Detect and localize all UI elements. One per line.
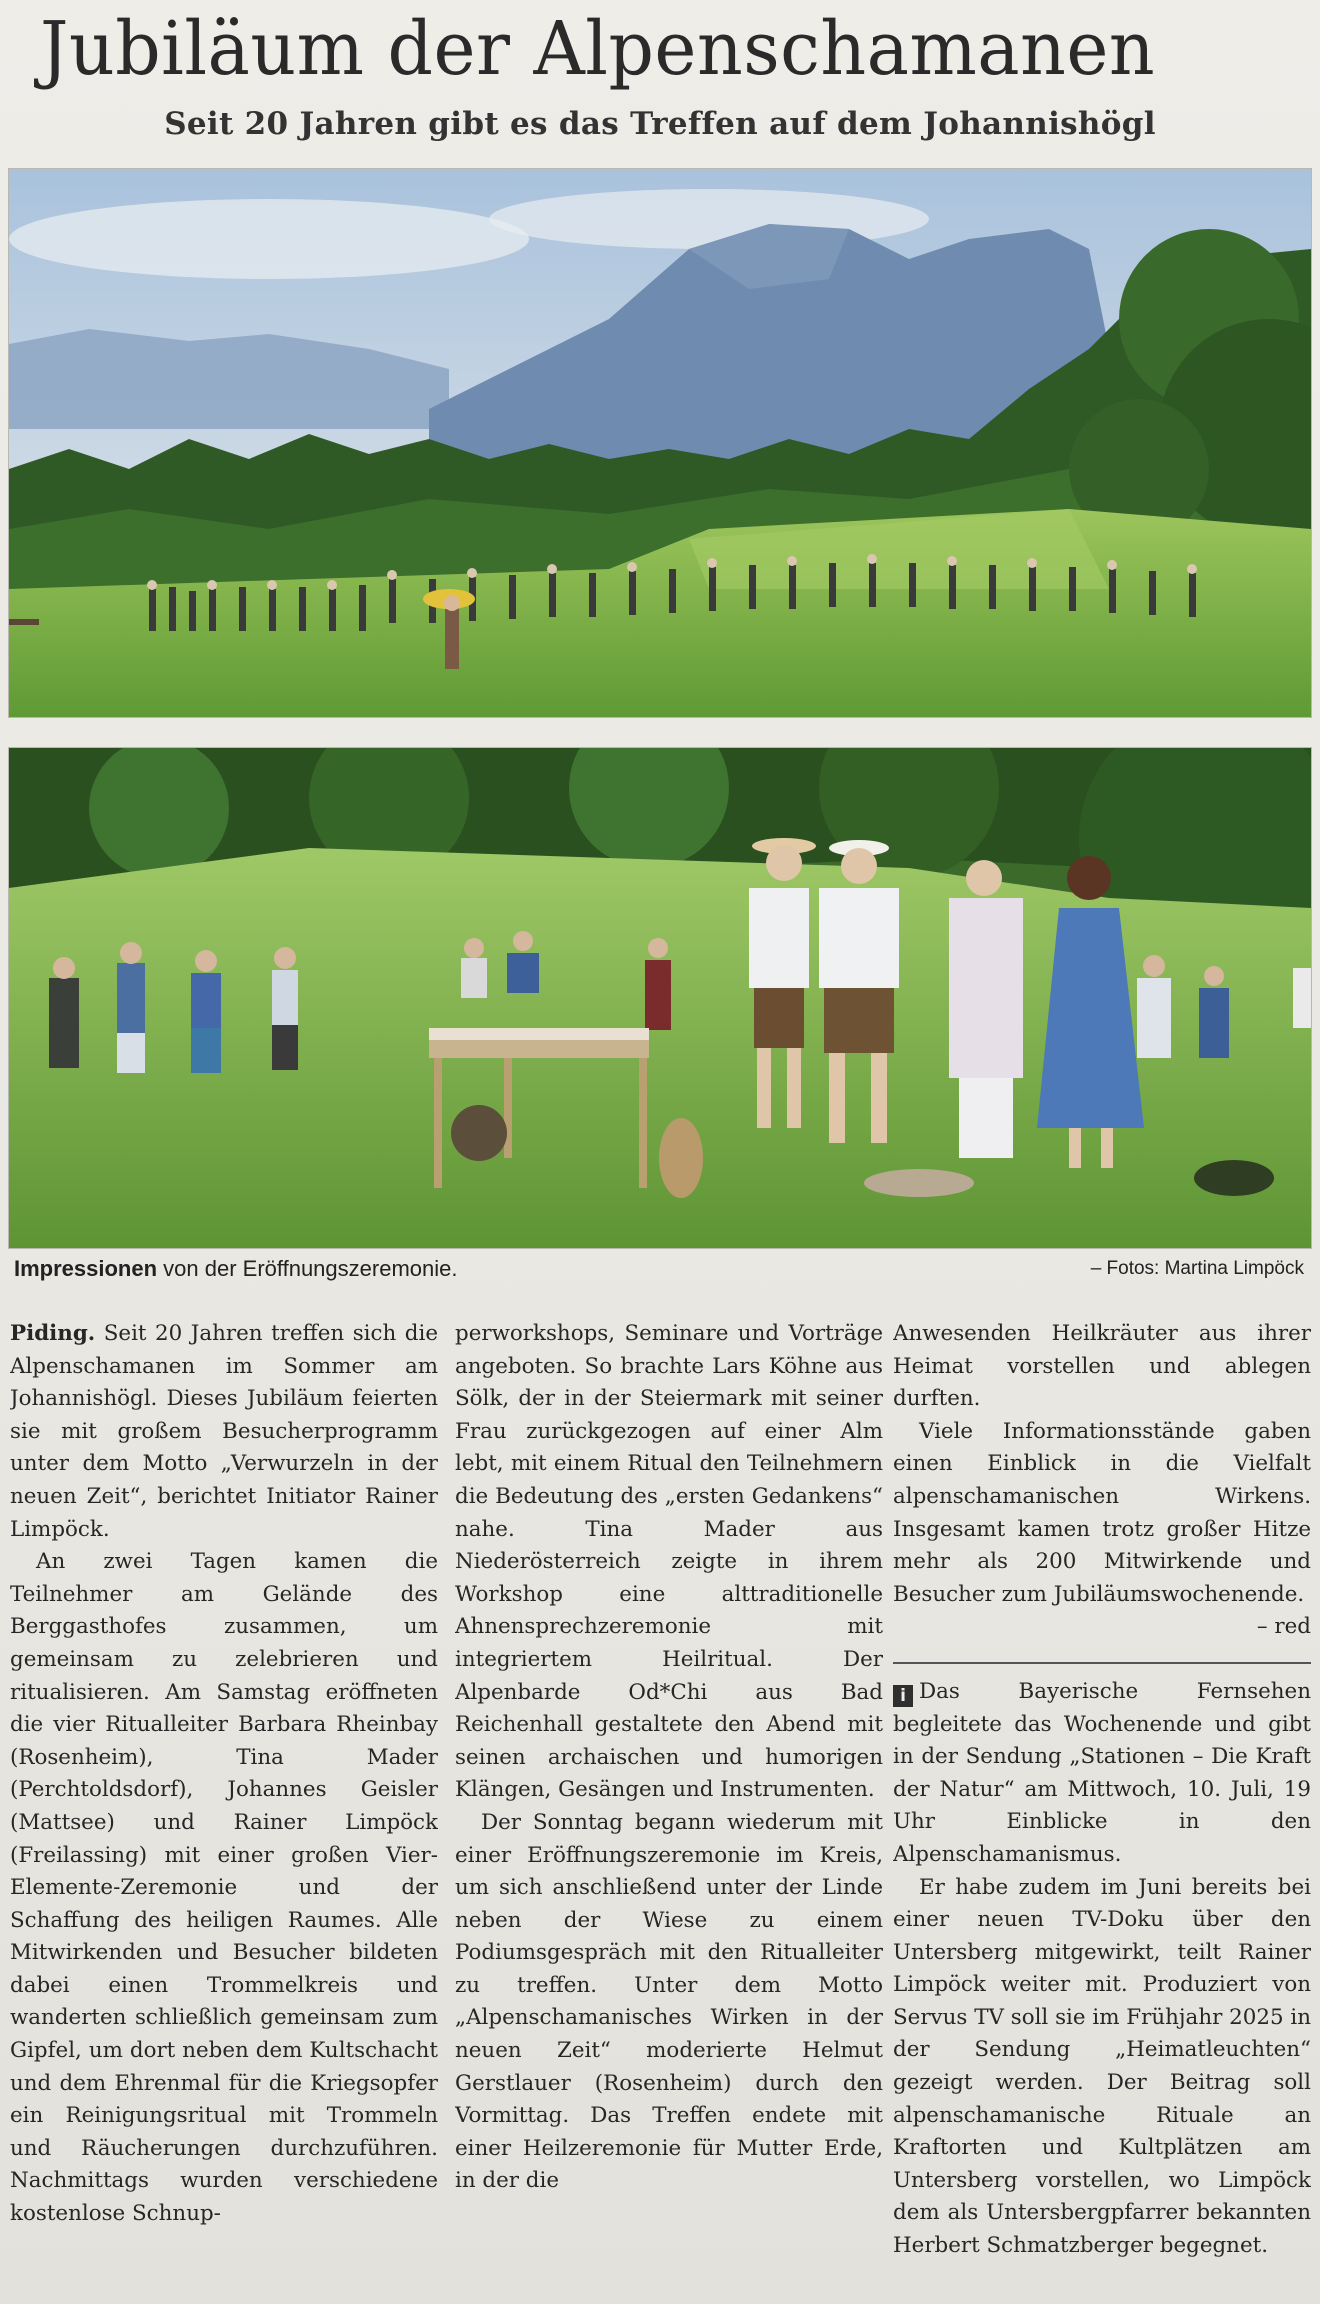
meadow-landscape-image bbox=[9, 169, 1311, 717]
ceremony-image bbox=[9, 748, 1311, 1248]
photo-credit: – Fotos: Martina Limpöck bbox=[1090, 1258, 1304, 1279]
info-icon: i bbox=[893, 1685, 913, 1707]
paragraph-2-continued: perworkshops, Seminare und Vorträge angeboten. So brachte Lars Köhne aus Sölk, der in der Steiermark mit seiner Frau zurückgezogen auf einer Alm lebt, mit einem Ritual den Teilnehmern die Bedeutung des „ersten Gedankens“ nahe. Tina Mader aus Niederösterreich zeigte in ihrem Workshop eine alttraditionelle Ahnensprechzeremonie mit integriertem Heilritual. Der Alpenbarde Od*Chi aus Bad Reichenhall gestaltete den Abend mit seinen archaischen und humorigen Klängen, Gesängen und Instrumenten. bbox=[455, 1321, 883, 1803]
paragraph-intro bbox=[10, 1318, 438, 1546]
section-divider bbox=[893, 1662, 1311, 1664]
paragraph-3-continued: Anwesenden Heilkräuter aus ihrer Heimat vorstellen und ablegen durften. bbox=[893, 1321, 1311, 1412]
article-column-2 bbox=[455, 1318, 883, 2288]
paragraph-intro-text: Seit 20 Jahren treffen sich die Alpenschamanen im Sommer am Johannishögl. Dieses Jubiläum feierten sie mit großem Besucherprogramm unter dem Motto „Verwurzeln in der neuen Zeit“, berichtet Initiator Rainer Limpöck. bbox=[10, 1321, 438, 1542]
headline: Jubiläum der Alpenschamanen bbox=[40, 6, 1156, 92]
article-column-1 bbox=[10, 1318, 438, 2288]
article-column-3 bbox=[893, 1318, 1311, 2288]
paragraph-3: Der Sonntag begann wiederum mit einer Eröffnungszeremonie im Kreis, um sich anschließend unter der Linde neben der Wiese zu einem Podiumsgespräch mit den Ritualleiter zu treffen. Unter dem Motto „Alpenschamanisches Wirken in der neuen Zeit“ moderierte Helmut Gerstlauer (Rosenheim) durch den Vormittag. Das Treffen endete mit einer Heilzeremonie für Mutter Erde, in der die bbox=[455, 1809, 883, 2194]
signature-row bbox=[893, 1611, 1311, 1644]
info-text: Das Bayerische Fernsehen begleitete das Wochenende und gibt in der Sendung „Stationen – Die Kraft der Natur“ am Mittwoch, 10. Juli, 19 Uhr Einblicke in den Alpenschamanismus. bbox=[893, 1678, 1311, 1867]
paragraph-4: Viele Informationsstände gaben einen Einblick in die Vielfalt alpenschamanischen Wirkens. Insgesamt kamen trotz großer Hitze mehr als 200 Mitwirkende und Besucher zum Jubiläumswochenende. bbox=[893, 1418, 1311, 1607]
paragraph-2: An zwei Tagen kamen die Teilnehmer am Gelände des Berggasthofes zusammen, um gemeinsam zu zelebrieren und ritualisieren. Am Samstag eröffneten die vier Ritualleiter Barbara Rheinbay (Rosenheim), Tina Mader (Perchtoldsdorf), Johannes Geisler (Mattsee) und Rainer Limpöck (Freilassing) mit einer großen Vier-Elemente-Zeremonie und der Schaffung des heiligen Raumes. Alle Mitwirkenden und Besucher bildeten dabei einen Trommelkreis und wanderten schließlich gemeinsam zum Gipfel, um dort neben dem Kultschacht und dem Ehrenmal für die Kriegsopfer ein Reinigungsritual mit Trommeln und Räucherungen durchzuführen. Nachmittags wurden verschiedene kostenlose Schnup- bbox=[10, 1549, 438, 2227]
dateline: Piding. bbox=[10, 1321, 96, 1346]
caption-rest: von der Eröffnungszeremonie. bbox=[157, 1256, 458, 1281]
caption-text bbox=[14, 1256, 457, 1282]
caption-bold: Impressionen bbox=[14, 1256, 158, 1281]
photo-ceremony bbox=[8, 747, 1312, 1249]
subheadline: Seit 20 Jahren gibt es das Treffen auf dem Johannishögl bbox=[164, 106, 1156, 142]
paragraph-6: Er habe zudem im Juni bereits bei einer neuen TV-Doku über den Untersberg mitgewirkt, teilt Rainer Limpöck weiter mit. Produziert von Servus TV soll sie im Frühjahr 2025 in der Sendung „Heimatleuchten“ gezeigt werden. Der Beitrag soll alpenschamanische Rituale an Kraftorten und Kultplätzen am Untersberg vorstellen, wo Limpöck dem als Untersbergpfarrer bekannten Herbert Schmatzberger begegnet. bbox=[893, 1874, 1311, 2259]
photo-caption bbox=[14, 1256, 1304, 1286]
info-box bbox=[893, 1676, 1311, 1872]
signature: – red bbox=[1256, 1614, 1311, 1640]
photo-meadow-circle bbox=[8, 168, 1312, 718]
